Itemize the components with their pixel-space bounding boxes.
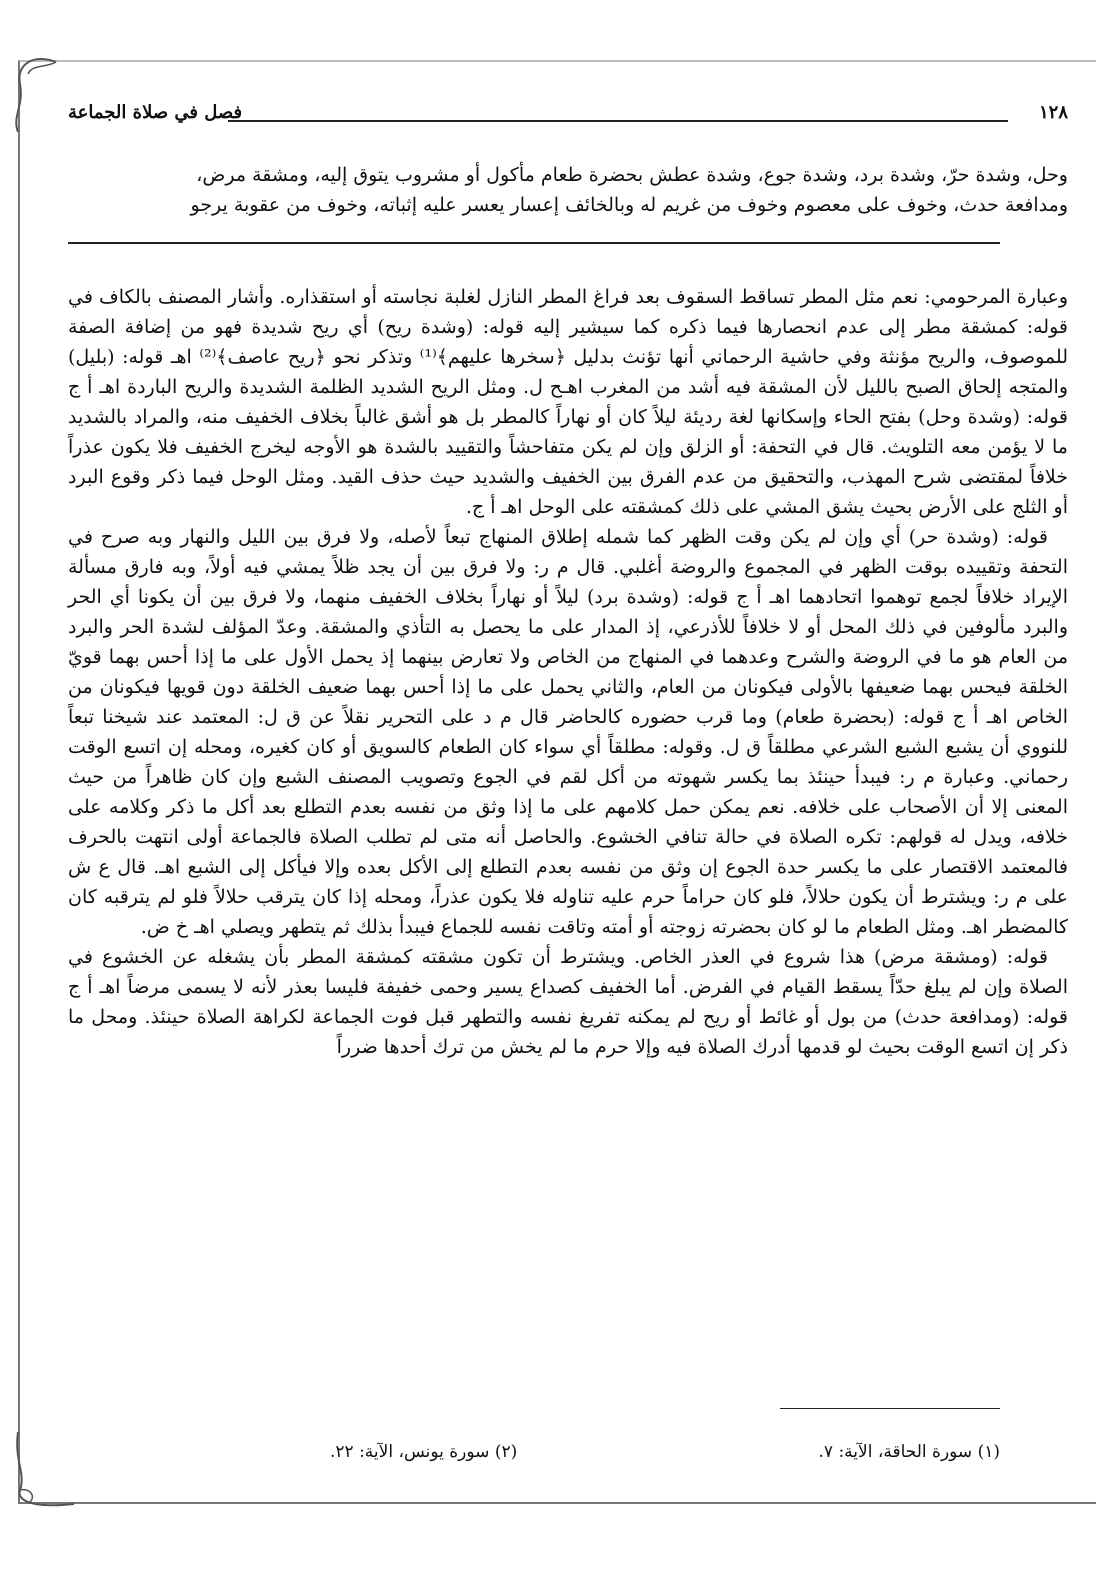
footnote-separator [780, 1408, 1000, 1409]
page-number: ١٢٨ [1038, 102, 1068, 123]
main-text-continuation [68, 160, 1068, 220]
chapter-title: فصل في صلاة الجماعة [68, 102, 243, 123]
commentary-separator [68, 242, 1000, 244]
footnotes [330, 1442, 1000, 1462]
paragraph: قوله: (ومشقة مرض) هذا شروع في العذر الخاص. ويشترط أن تكون مشقته كمشقة المطر بأن يشغله عن الخشوع في الصلاة وإن لم يبلغ حدّاً يسقط القيام في الفرض. أما الخفيف كصداع يسير وحمى خفيفة فليسا بعذر لأنه لا يسمى مرضاً اهـ أ ج قوله: (ومدافعة حدث) من بول أو غائط أو ريح لم يمكنه تفريغ نفسه والتطهر قبل فوت الجماعة لكراهة الصلاة حينئذ. ومحل ما ذكر إن اتسع الوقت بحيث لو قدمها أدرك الصلاة فيه وإلا حرم ما لم يخش من ترك أحدها ضرراً [68, 946, 1068, 1058]
footnote: (١) سورة الحاقة، الآية: ٧. [818, 1442, 1000, 1462]
page-header [68, 102, 1068, 132]
commentary [68, 282, 1068, 1062]
footnote: (٢) سورة يونس، الآية: ٢٢. [330, 1442, 518, 1462]
frame-ornament-icon [6, 1430, 76, 1510]
frame-ornament-icon [6, 54, 66, 134]
text-line: ومدافعة حدث، وخوف على معصوم وخوف من غريم له وبالخائف إعسار يعسر عليه إثباته، وخوف من عقوبة يرجو [190, 194, 1068, 216]
header-rule [228, 120, 1008, 122]
paragraph: قوله: (وشدة حر) أي وإن لم يكن وقت الظهر كما شمله إطلاق المنهاج تبعاً لأصله، ولا فرق بين الليل والنهار وبه صرح في التحفة وتقييده بوقت الظهر في المجموع والروضة أغلبي. قال م ر: ولا فرق بين أن يجد ظلاً يمشي فيه أولاً، وبه فارق مسألة الإيراد خلافاً لجمع توهموا اتحادهما اهـ أ ج قوله: (وشدة برد) ليلاً أو نهاراً بخلاف الخفيف منهما، ولا فرق بين أن يكونا أي الحر والبرد مألوفين في ذلك المحل أو لا خلافاً للأذرعي، إذ المدار على ما يحصل به التأذي والمشقة. وعدّ المؤلف لشدة الحر والبرد من العام هو ما في الروضة والشرح وعدهما في المنهاج من الخاص ولا تعارض بينهما إذ يحمل الأول على ما إذا أحس بهما قويّ الخلقة فيحس بهما ضعيفها بالأولى فيكونان من العام، والثاني يحمل على ما إذا أحس بهما ضعيف الخلقة دون قويها فيكونان من الخاص اهـ أ ج قوله: (بحضرة طعام) وما قرب حضوره كالحاضر قال م د على التحرير نقلاً عن ق ل: المعتمد عند شيخنا تبعاً للنووي أن يشبع الشبع الشرعي مطلقاً ق ل. وقوله: مطلقاً أي سواء كان الطعام كالسويق أو كان كغيره، ومحله إن اتسع الوقت رحماني. وعبارة م ر: فيبدأ حينئذ بما يكسر شهوته من أكل لقم في الجوع وتصويب المصنف الشبع وإن كان ظاهراً من حيث المعنى إلا أن الأصحاب على خلافه. نعم يمكن حمل كلامهم على ما إذا وثق من نفسه بعدم التطلع بعد أكل ما ذكر وكلامه على خلافه، ويدل له قولهم: تكره الصلاة في حالة تنافي الخشوع. والحاصل أنه متى لم تطلب الصلاة فالجماعة أولى انتهت بالحرف فالمعتمد الاقتصار على ما يكسر حدة الجوع إن وثق من نفسه بعدم التطلع إلى الأكل بعده وإلا فيأكل إلى الشبع اهـ. قال ع ش على م ر: ويشترط أن يكون حلالاً، فلو كان حراماً حرم عليه تناوله فلا يكون عذراً، ومحله إذا كان يترقب حلالاً فلو لم يترقبه كان كالمضطر اهـ. ومثل الطعام ما لو كان بحضرته زوجته أو أمته وتاقت نفسه للجماع فيبدأ بذلك ثم يتطهر ويصلي اهـ خ ض. [68, 526, 1068, 938]
text-line: وحل، وشدة حرّ، وشدة برد، وشدة جوع، وشدة عطش بحضرة طعام مأكول أو مشروب يتوق إليه، ومشقة مرض، [196, 164, 1068, 186]
paragraph: وعبارة المرحومي: نعم مثل المطر تساقط السقوف بعد فراغ المطر النازل لغلبة نجاسته أو استقذاره. وأشار المصنف بالكاف في قوله: كمشقة مطر إلى عدم انحصارها فيما ذكره كما سيشير إليه قوله: (وشدة ريح) أي ريح شديدة فهو من إضافة الصفة للموصوف، والريح مؤنثة وفي حاشية الرحماني أنها تؤنث بدليل ﴿سخرها عليهم﴾⁽¹⁾ وتذكر نحو ﴿ريح عاصف﴾⁽²⁾ اهـ قوله: (بليل) والمتجه إلحاق الصبح بالليل لأن المشقة فيه أشد من المغرب اهـح ل. ومثل الريح الشديد الظلمة الشديدة والريح الباردة اهـ أ ج قوله: (وشدة وحل) بفتح الحاء وإسكانها لغة رديئة ليلاً كان أو نهاراً كالمطر بل هو أشق غالباً بخلاف الخفيف منه، والمراد بالشديد ما لا يؤمن معه التلويث. قال في التحفة: أو الزلق وإن لم يكن متفاحشاً والتقييد بالشدة هو الأوجه ليخرج الخفيف فلا يكون عذراً خلافاً لمقتضى شرح المهذب، والتحقيق من عدم الفرق بين الخفيف والشديد حيث حذف القيد. ومثل الوحل فيما ذكر وقوع البرد أو الثلج على الأرض بحيث يشق المشي على ذلك كمشقته على الوحل اهـ أ ج. [68, 286, 1068, 518]
